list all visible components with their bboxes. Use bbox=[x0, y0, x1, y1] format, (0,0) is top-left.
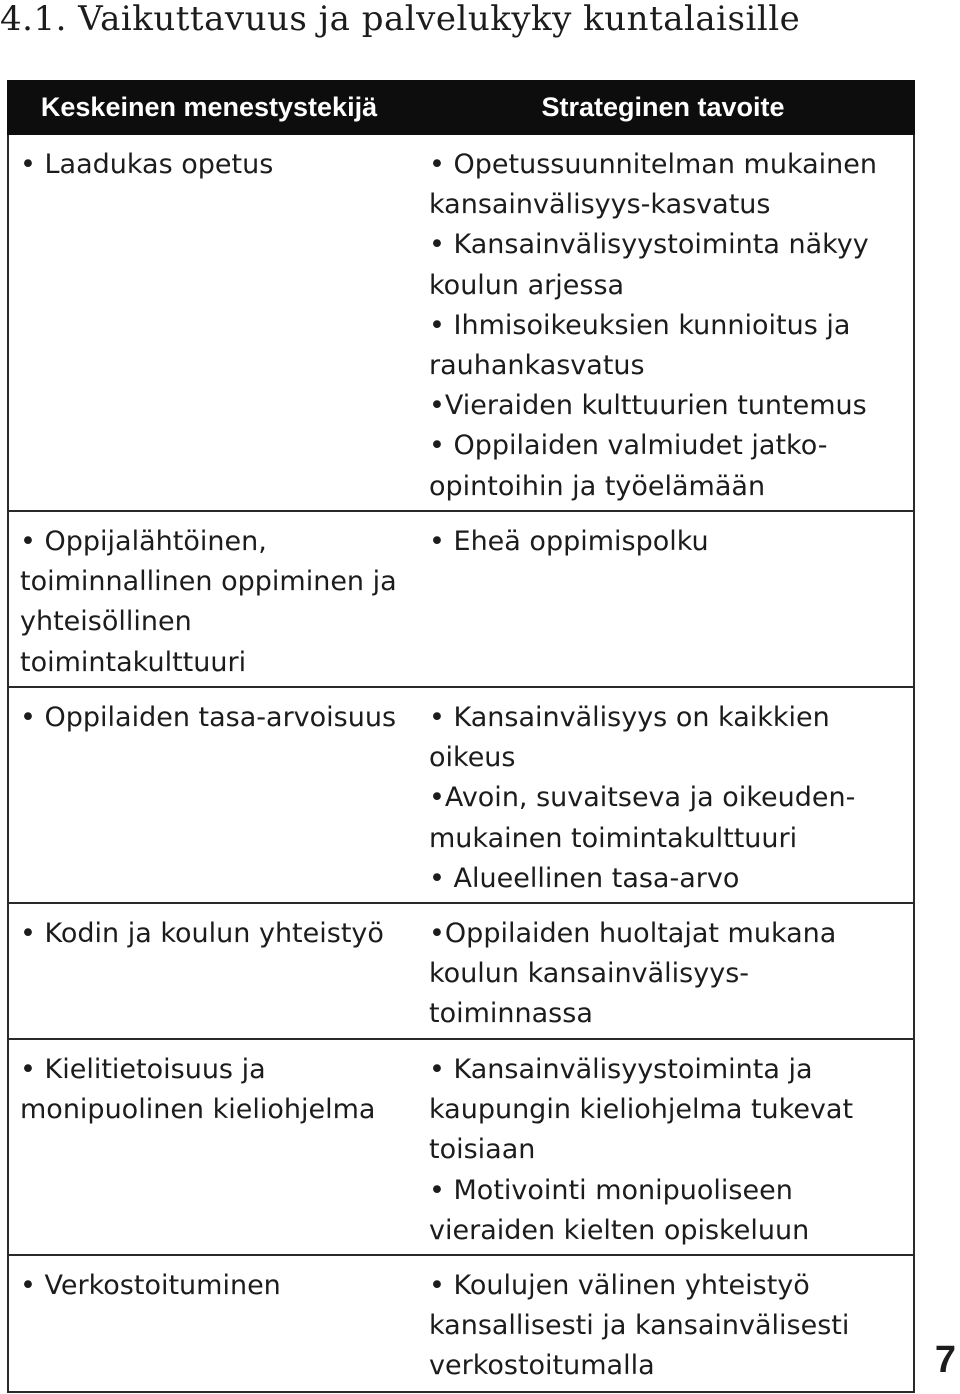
factor-line: toiminnallinen oppiminen ja bbox=[20, 566, 397, 598]
factor-line: monipuolinen kieliohjelma bbox=[20, 1094, 376, 1126]
goal-line: rauhankasvatus bbox=[429, 350, 645, 382]
goal-line: toiminnassa bbox=[429, 998, 593, 1030]
goal-line: opintoihin ja työelämään bbox=[429, 470, 766, 502]
goal-line: •Vieraiden kulttuurien tuntemus bbox=[429, 390, 867, 422]
goal-line: •Avoin, suvaitseva ja oikeuden- bbox=[429, 782, 856, 814]
goal-line: • Kansainvälisyystoiminta näkyy bbox=[429, 229, 869, 261]
page-number: 7 bbox=[934, 1339, 956, 1381]
goal-line: verkostoitumalla bbox=[429, 1350, 655, 1382]
goal-cell bbox=[411, 512, 915, 688]
goal-line: oikeus bbox=[429, 742, 516, 774]
goal-cell bbox=[411, 1256, 915, 1393]
factor-line: • Oppilaiden tasa-arvoisuus bbox=[20, 702, 397, 733]
page-title: 4.1. Vaikuttavuus ja palvelukyky kuntalaisille bbox=[0, 0, 801, 39]
goal-line: • Koulujen välinen yhteistyö bbox=[429, 1270, 810, 1301]
header-factor: Keskeinen menestystekijä bbox=[7, 80, 411, 135]
goal-line: vieraiden kielten opiskeluun bbox=[429, 1214, 810, 1246]
goal-cell bbox=[411, 1040, 915, 1256]
factor-line: • Kodin ja koulun yhteistyö bbox=[20, 918, 384, 949]
factor-line: • Verkostoituminen bbox=[20, 1270, 281, 1301]
goal-cell bbox=[411, 688, 915, 904]
factor-line: yhteisöllinen bbox=[20, 606, 192, 638]
factor-line: • Kielitietoisuus ja bbox=[20, 1054, 266, 1085]
factor-line: • Oppijalähtöinen, bbox=[20, 526, 267, 557]
goal-line: toisiaan bbox=[429, 1134, 536, 1166]
goal-line: koulun arjessa bbox=[429, 269, 625, 301]
goal-line: kaupungin kieliohjelma tukevat bbox=[429, 1094, 854, 1126]
factor-cell bbox=[7, 1256, 411, 1393]
factor-cell bbox=[7, 904, 411, 1040]
goal-line: kansainvälisyys-kasvatus bbox=[429, 189, 771, 221]
goal-line: • Ihmisoikeuksien kunnioitus ja bbox=[429, 309, 851, 341]
header-goal: Strateginen tavoite bbox=[411, 80, 915, 135]
goal-line: mukainen toimintakulttuuri bbox=[429, 822, 798, 854]
goal-line: kansallisesti ja kansainvälisesti bbox=[429, 1310, 850, 1342]
factor-cell bbox=[7, 688, 411, 904]
goal-line: • Kansainvälisyystoiminta ja bbox=[429, 1054, 813, 1085]
goal-line: • Opetussuunnitelman mukainen bbox=[429, 149, 877, 180]
factor-cell bbox=[7, 135, 411, 512]
goal-line: •Oppilaiden huoltajat mukana bbox=[429, 918, 837, 949]
factor-cell bbox=[7, 512, 411, 688]
goal-line: • Motivointi monipuoliseen bbox=[429, 1174, 793, 1206]
strategy-table bbox=[7, 80, 915, 1393]
goal-line: • Oppilaiden valmiudet jatko- bbox=[429, 430, 828, 462]
factor-cell bbox=[7, 1040, 411, 1256]
goal-cell bbox=[411, 135, 915, 512]
factor-line: • Laadukas opetus bbox=[20, 149, 274, 180]
goal-line: • Alueellinen tasa-arvo bbox=[429, 862, 740, 894]
goal-line: • Kansainvälisyys on kaikkien bbox=[429, 702, 830, 733]
goal-cell bbox=[411, 904, 915, 1040]
factor-line: toimintakulttuuri bbox=[20, 646, 247, 678]
goal-line: koulun kansainvälisyys- bbox=[429, 958, 750, 990]
goal-line: • Eheä oppimispolku bbox=[429, 526, 709, 557]
